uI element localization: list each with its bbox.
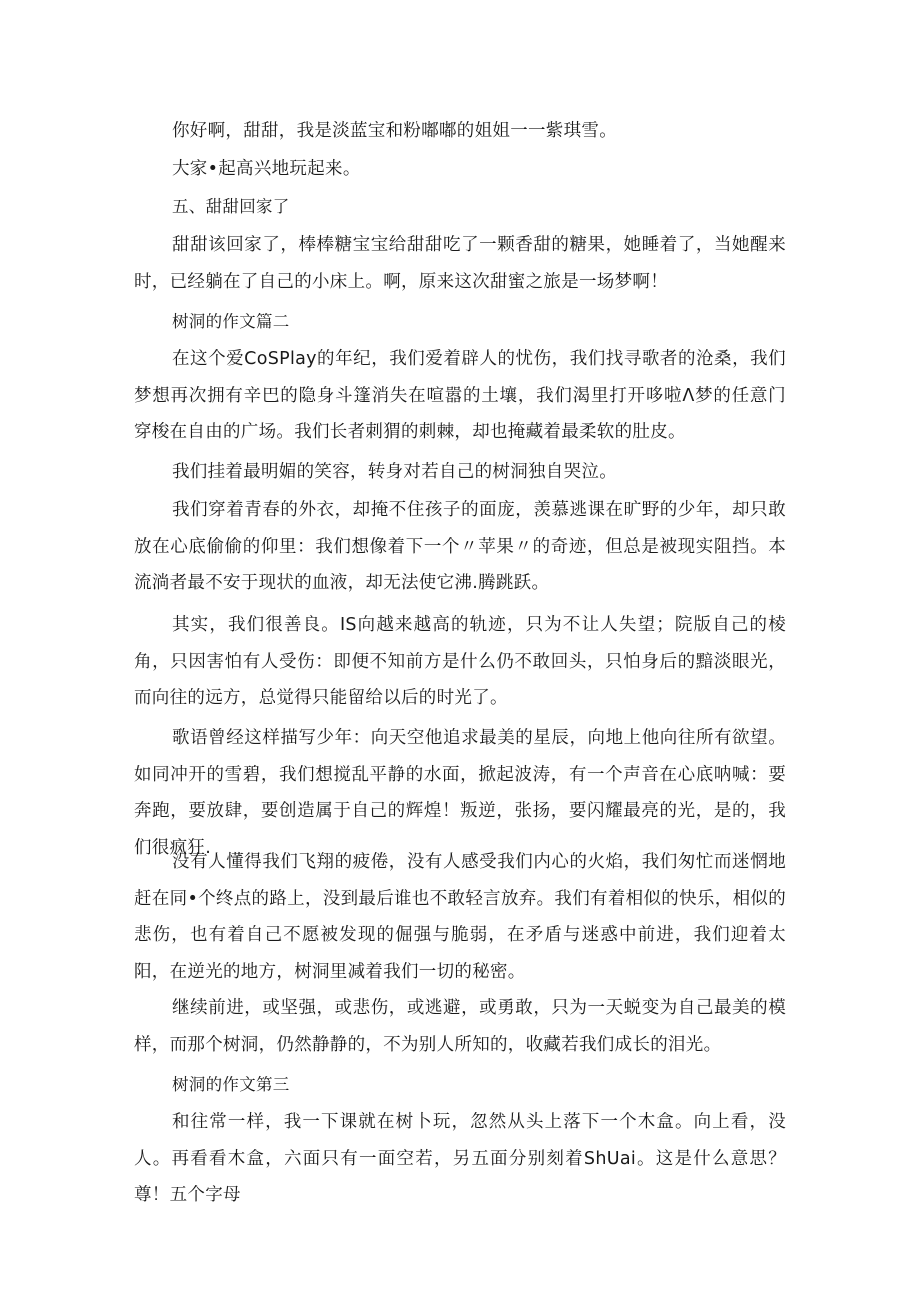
paragraph: 我们挂着最明媚的笑容，转身对若自己的树洞独自哭泣。 [172, 462, 617, 482]
paragraph: 我们穿着青春的外衣，却掩不住孩子的面庞，羡慕逃课在旷野的少年，却只敢放在心底偷偷的仰里：我们想像着下一个〃苹果〃的奇迹，但总是被现实阻挡。本流淌者最不安于现状的血液，却无法使它沸.腾跳跃。 [134, 500, 786, 594]
section-heading: 树洞的作文第三 [172, 1075, 290, 1094]
paragraph: 你好啊，甜甜，我是淡蓝宝和粉嘟嘟的姐姐一一紫琪雪。 [172, 121, 617, 141]
paragraph: 和往常一样，我一下课就在树卜玩，忽然从头上落下一个木盒。向上看，没人。再看看木盒，六面只有一面空若，另五面分别刻着ShUai。这是什么意思？尊！五个字母 [134, 1112, 786, 1206]
paragraph: 没有人懂得我们飞翔的疲倦，没有人感受我们内心的火焰，我们匆忙而迷惘地赶在同•个终点的路上，没到最后谁也不敢轻言放弃。我们有着相似的快乐，相似的悲伤，也有着自己不愿被发现的倔强与脆弱，在矛盾与迷惑中前进，我们迎着太阳，在逆光的地方，树洞里减着我们一切的秘密。 [134, 852, 786, 982]
paragraph: 在这个爱CoSPlay的年纪，我们爱着辟人的忧伤，我们找寻歌者的沧桑，我们梦想再次拥有辛巴的隐身斗篷消失在喧嚣的土壤，我们渴里打开哆啦Λ梦的任意门穿梭在自由的广场。我们长者刺猬的刺棘，却也掩藏着最柔软的肚皮。 [134, 349, 786, 443]
paragraph: 甜甜该回家了，棒棒糖宝宝给甜甜吃了一颗香甜的糖果，她睡着了，当她醒来时，已经躺在了自己的小床上。啊，原来这次甜蜜之旅是一场梦啊！ [134, 235, 786, 292]
paragraph: 其实，我们很善良。IS向越来越高的轨迹，只为不让人失望；院版自己的棱角，只因害怕有人受伤：即便不知前方是什么仍不敢回头，只怕身后的黯淡眼光，而向往的远方，总觉得只能留给以后的时光了。 [134, 615, 786, 709]
section-heading: 五、甜甜回家了 [172, 197, 290, 216]
paragraph: 继续前进，或坚强，或悲伤，或逃避，或勇敢，只为一天蜕变为自己最美的模样，而那个树洞，仍然静静的，不为别人所知的，收藏若我们成长的泪光。 [134, 998, 786, 1055]
paragraph: 大家•起高兴地玩起来。 [172, 159, 361, 179]
section-heading: 树洞的作文篇二 [172, 312, 290, 331]
paragraph: 歌语曾经这样描写少年：向天空他追求最美的星辰，向地上他向往所有欲望。如同冲开的雪碧，我们想搅乱平静的水面，掀起波涛，有一个声音在心底呐喊：要奔跑，要放肆，要创造属于自己的辉煌！叛逆，张扬，要闪耀最亮的光，是的，我们很疯狂. [134, 728, 786, 858]
